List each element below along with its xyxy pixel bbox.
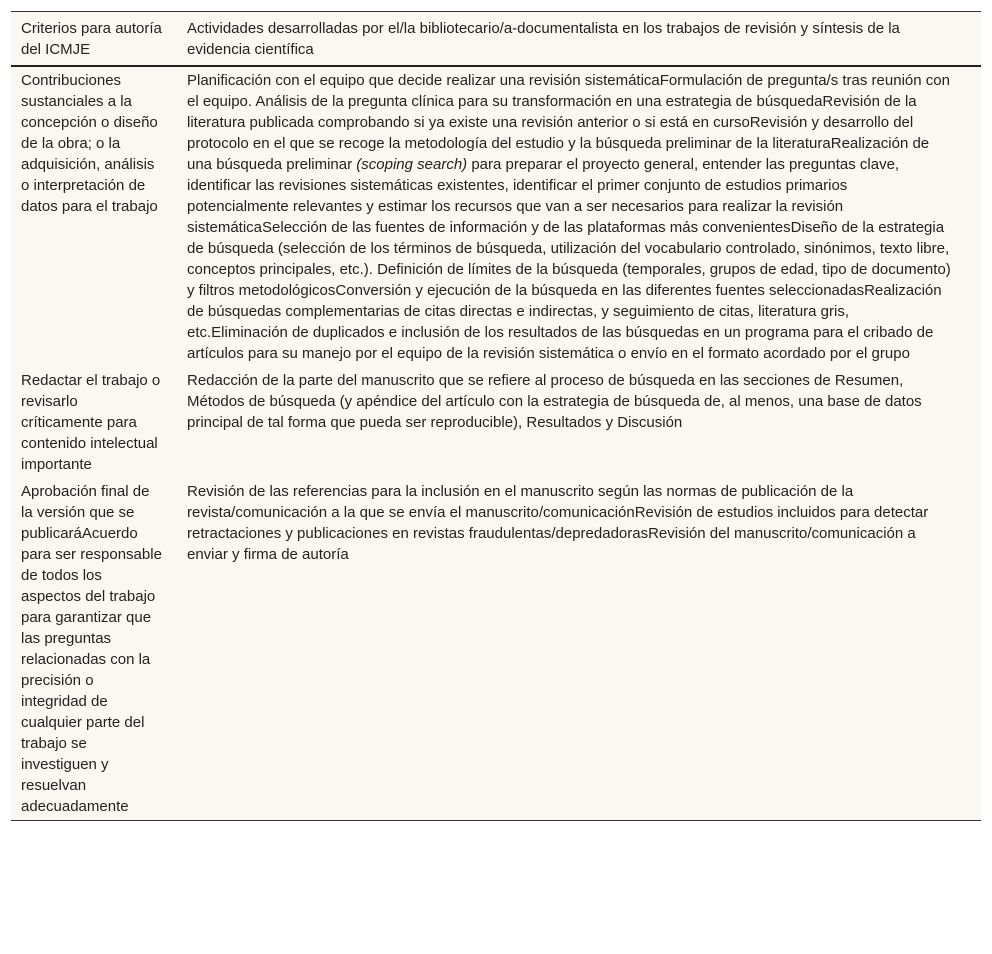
authorship-table-container	[11, 11, 981, 821]
header-criteria: Criterios para autoría del ICMJE	[21, 20, 162, 58]
row-criteria-cell: Contribuciones sustanciales a la concepción o diseño de la obra; o la adquisición, análisis o interpretación de datos para el trabajo	[21, 72, 158, 215]
activities-text: Planificación con el equipo que decide realizar una revisión sistemáticaFormulación de pregunta/s tras reunión con el equipo. Análisis de la pregunta clínica para su transformación en una estrategia de búsquedaRevisión de la literatura publicada comprobando si ya existe una revisión anterior o si está en cursoRevisión y desarrollo del protocolo en el que se recoge la metodología del estudio y la búsqueda preliminar de la literaturaRealización de una búsqueda preliminar	[187, 72, 950, 173]
table-body	[11, 66, 981, 821]
authorship-criteria-table	[11, 11, 981, 821]
row-activities-cell: Redacción de la parte del manuscrito que se refiere al proceso de búsqueda en las secciones de Resumen, Métodos de búsqueda (y apéndice del artículo con la estrategia de búsqueda de, al menos, una base de datos principal de tal forma que pueda ser reproducible), Resultados y Discusión	[187, 372, 922, 431]
table-row	[11, 478, 981, 821]
row-criteria-cell: Aprobación final de la versión que se publicaráAcuerdo para ser responsable de todos los aspectos del trabajo para garantizar que las preguntas relacionadas con la precisión o integridad de cualquier parte del trabajo se investiguen y resuelvan adecuadamente	[21, 483, 162, 815]
row-activities-cell	[177, 66, 981, 367]
table-header	[11, 12, 981, 67]
activities-text: para preparar el proyecto general, entender las preguntas clave, identificar las revisiones sistemáticas existentes, identificar el primer conjunto de estudios primarios potencialmente relevantes y estimar los recursos que van a ser necesarios para realizar la revisión sistemáticaSelección de las fuentes de información y de las plataformas más convenientesDiseño de la estrategia de búsqueda (selección de los términos de búsqueda, utilización del vocabulario controlado, sinónimos, texto libre, conceptos principales, etc.). Definición de límites de la búsqueda (temporales, grupos de edad, tipo de documento) y filtros metodológicosConversión y ejecución de la búsqueda en las diferentes fuentes seleccionadasRealización de búsquedas complementarias de citas directas e indirectas, y seguimiento de citas, literatura gris, etc.Eliminación de duplicados e inclusión de los resultados de las búsquedas en un programa para el cribado de artículos para su manejo por el equipo de la revisión sistemática o envío en el formato acordado por el grupo	[187, 156, 951, 362]
table-row	[11, 367, 981, 478]
header-row	[11, 12, 981, 67]
row-activities-cell: Revisión de las referencias para la inclusión en el manuscrito según las normas de publicación de la revista/comunicación a la que se envía el manuscrito/comunicaciónRevisión de estudios incluidos para detectar retractaciones y publicaciones en revistas fraudulentas/depredadorasRevisión del manuscrito/comunicación a enviar y firma de autoría	[187, 483, 929, 563]
activities-italic-text: (scoping search)	[356, 156, 468, 173]
table-row	[11, 66, 981, 367]
row-criteria-cell: Redactar el trabajo o revisarlo críticamente para contenido intelectual importante	[21, 372, 161, 473]
header-activities: Actividades desarrolladas por el/la bibliotecario/a-documentalista en los trabajos de revisión y síntesis de la evidencia científica	[187, 20, 900, 58]
